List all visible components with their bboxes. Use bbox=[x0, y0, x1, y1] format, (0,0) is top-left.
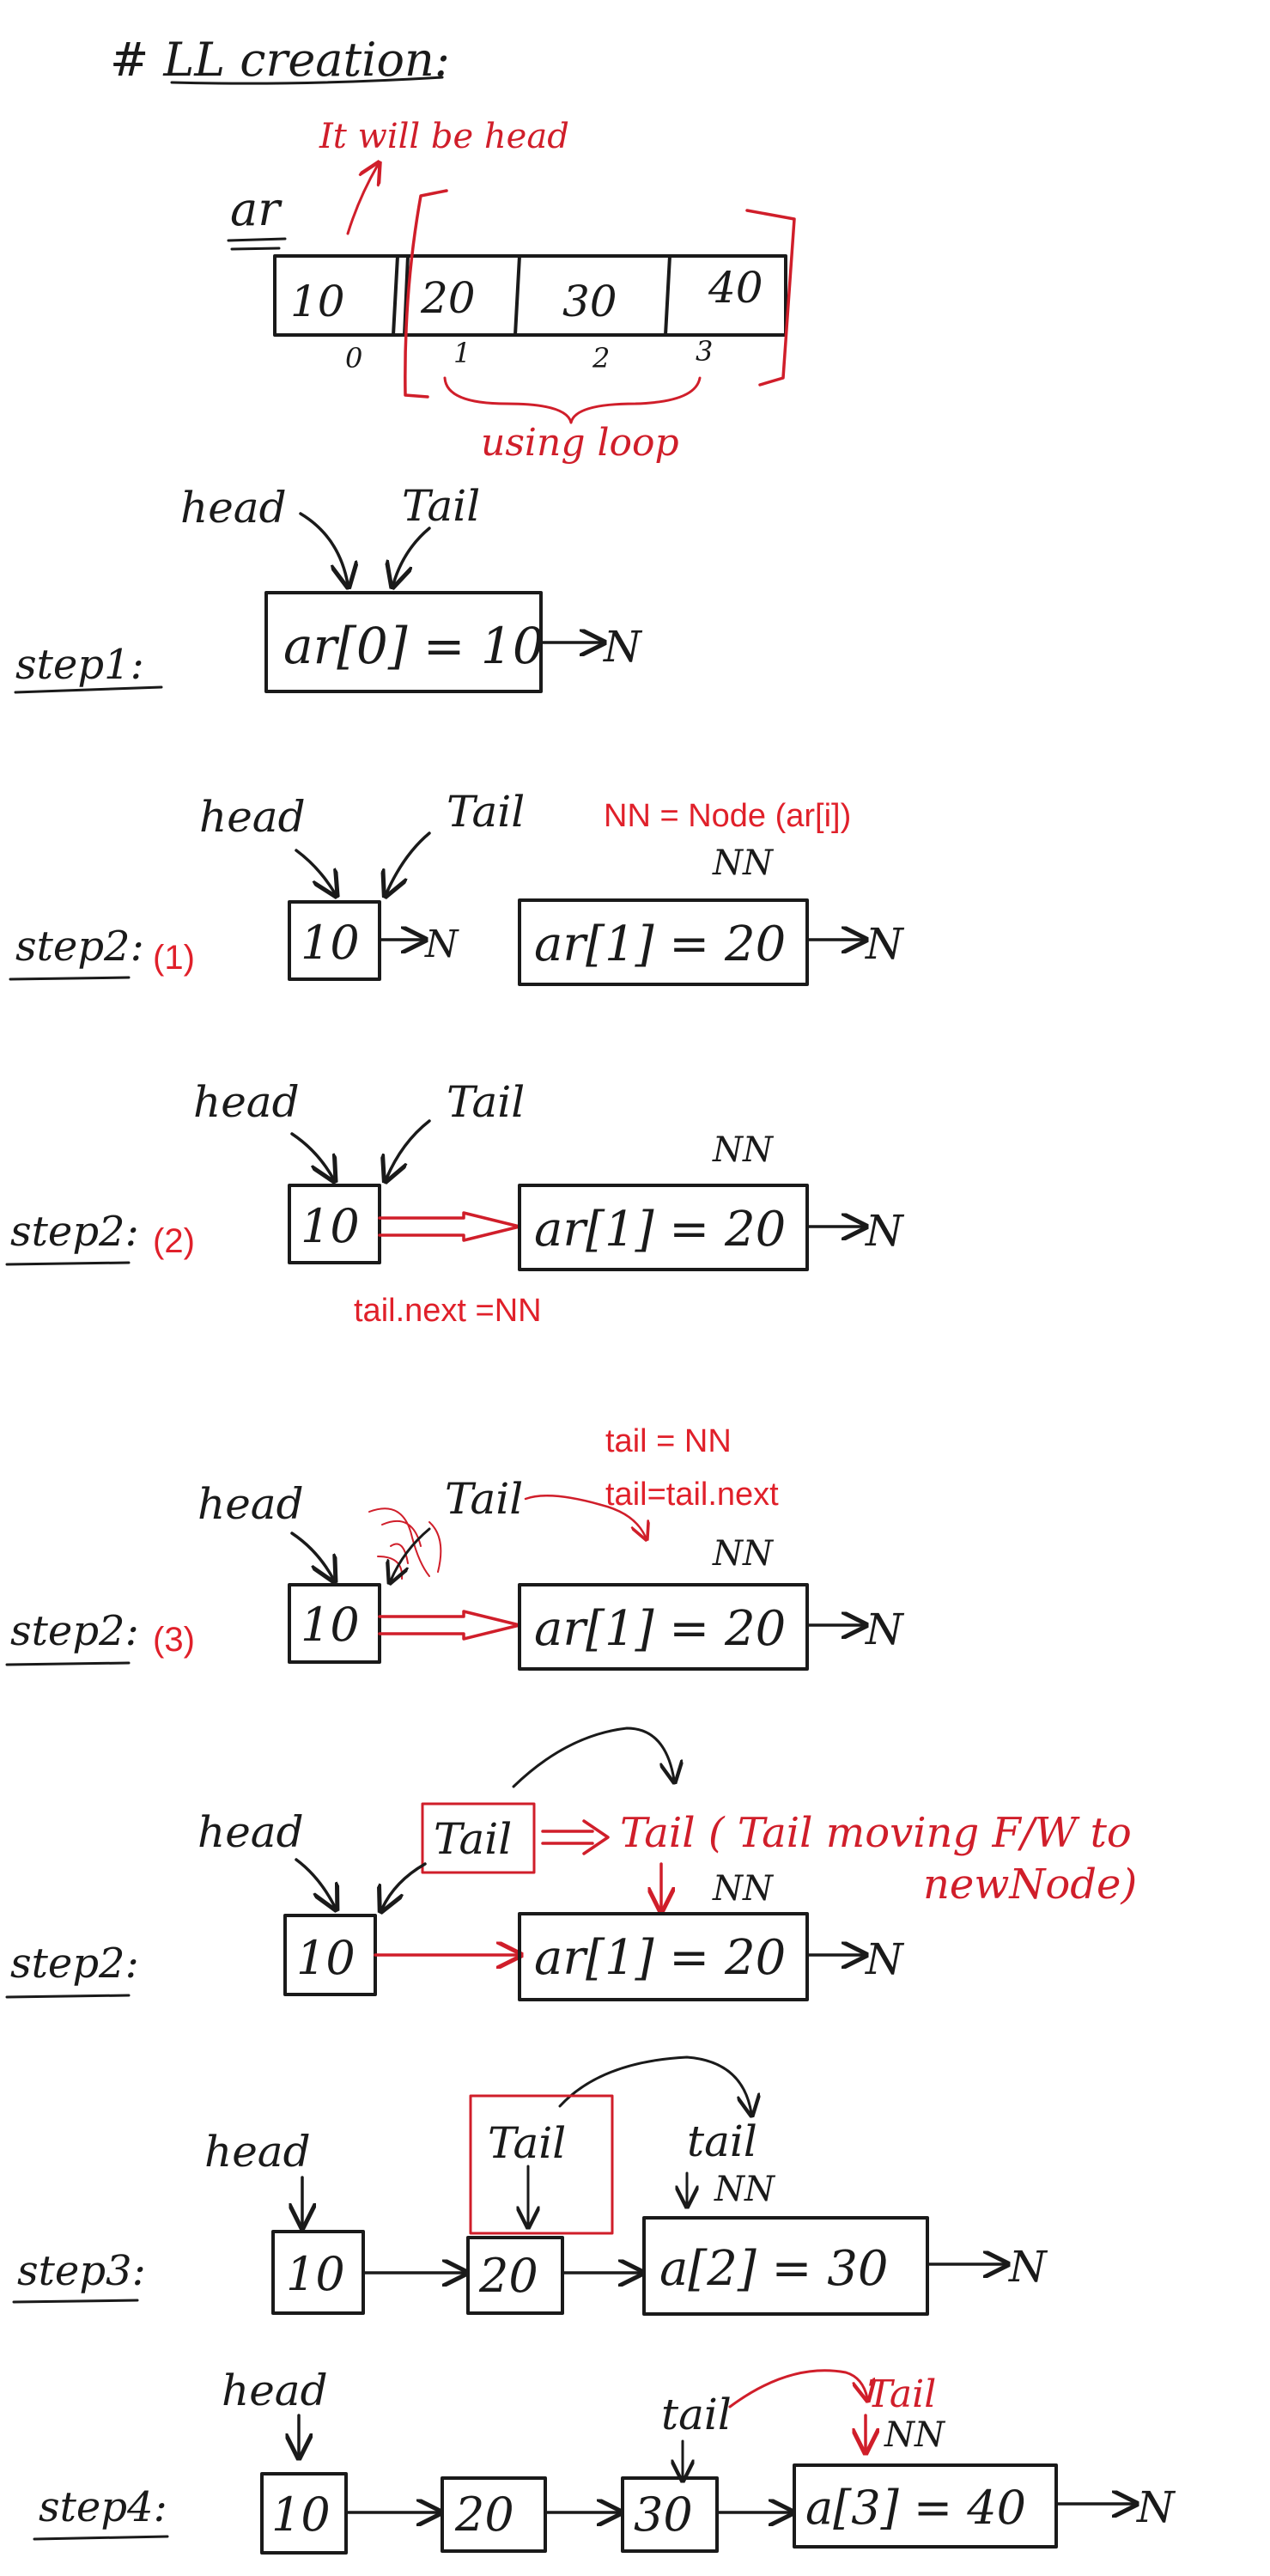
step2a-label: step2: bbox=[15, 923, 144, 971]
loop-note: using loop bbox=[481, 421, 679, 465]
step2d-note-cont: newNode) bbox=[923, 1860, 1138, 1909]
step3-null: N bbox=[1009, 2242, 1047, 2292]
step2b-head-label: head bbox=[193, 1077, 300, 1127]
step3-jump-arc bbox=[560, 2057, 751, 2113]
step2a-head-arrow bbox=[296, 850, 335, 893]
step2c-nn-node-value: ar[1] = 20 bbox=[534, 1601, 787, 1657]
step2a-formula: NN = Node (ar[i]) bbox=[604, 798, 852, 834]
step1-head-arrow bbox=[301, 514, 348, 584]
step2b-caption: tail.next =NN bbox=[354, 1293, 542, 1329]
array-index-1: 1 bbox=[453, 337, 471, 369]
step2b-label: step2: bbox=[10, 1208, 139, 1256]
page-title: # LL creation: bbox=[110, 33, 450, 87]
step3-nn-label: NN bbox=[714, 2170, 775, 2209]
step2b-link-arrow bbox=[380, 1213, 520, 1240]
step2a-sub: (1) bbox=[153, 939, 195, 977]
step4-label-underline bbox=[34, 2536, 167, 2539]
step3-node-1-value: 10 bbox=[286, 2247, 345, 2301]
step2b-nn-label: NN bbox=[713, 1130, 773, 1170]
step2b-tail-arrow bbox=[386, 1121, 429, 1178]
step2b-nn-null: N bbox=[866, 1206, 903, 1256]
step2b-tail-label: Tail bbox=[447, 1077, 526, 1127]
step2d-tail-arrow bbox=[382, 1864, 425, 1909]
step2a-nn-label: NN bbox=[713, 843, 773, 883]
step2c-nn-null: N bbox=[866, 1605, 903, 1654]
step2d-nn-null: N bbox=[866, 1934, 903, 1984]
array-cell-1: 20 bbox=[421, 273, 476, 323]
step4-null: N bbox=[1137, 2482, 1175, 2532]
step4-head-label: head bbox=[222, 2366, 328, 2415]
step4-nn-label: NN bbox=[884, 2415, 945, 2455]
step4-tail-label: tail bbox=[661, 2390, 732, 2439]
step2c-note1: tail = NN bbox=[605, 1423, 732, 1459]
step4-node-1-value: 10 bbox=[271, 2488, 331, 2542]
step2a-nn-node-value: ar[1] = 20 bbox=[534, 917, 787, 972]
step2b-label-underline bbox=[7, 1263, 129, 1264]
step2d-old-tail-label: Tail bbox=[434, 1814, 513, 1864]
step1-node-value: ar[0] = 10 bbox=[283, 617, 544, 675]
step2b-head-arrow bbox=[292, 1134, 333, 1178]
step2d-note: Tail ( Tail moving F/W to bbox=[620, 1809, 1132, 1857]
step2a-head-node-value: 10 bbox=[301, 916, 360, 970]
step2d-label: step2: bbox=[10, 1940, 139, 1988]
step3-tail-label: tail bbox=[687, 2116, 757, 2166]
step2c-head-node-value: 10 bbox=[301, 1598, 360, 1652]
array-index-3: 3 bbox=[696, 335, 714, 368]
step1-tail-label: Tail bbox=[402, 481, 481, 531]
step2d-head-arrow bbox=[296, 1860, 335, 1907]
step2c-nn-label: NN bbox=[713, 1534, 773, 1574]
step2d-nn-node-value: ar[1] = 20 bbox=[534, 1930, 787, 1986]
step2d-head-node-value: 10 bbox=[296, 1931, 355, 1985]
step2a-label-underline bbox=[10, 977, 129, 979]
step2c-tail-arrow bbox=[391, 1529, 429, 1580]
step4-new-tail-label: Tail bbox=[867, 2372, 937, 2416]
step2a-tail-arrow bbox=[386, 833, 429, 893]
step2d-jump-arc bbox=[513, 1728, 674, 1787]
step4-node-4-value: a[3] = 40 bbox=[805, 2481, 1026, 2535]
step2c-tail-scribble bbox=[369, 1508, 441, 1579]
array-divider-2 bbox=[515, 256, 520, 335]
step4-node-2-value: 20 bbox=[455, 2488, 514, 2542]
step1-null: N bbox=[604, 622, 641, 672]
step2c-head-arrow bbox=[292, 1533, 333, 1579]
step3-node-3-value: a[2] = 30 bbox=[659, 2241, 889, 2297]
step2c-head-label: head bbox=[197, 1479, 304, 1529]
step4-jump-arc bbox=[730, 2371, 867, 2407]
array-name: ar bbox=[230, 182, 281, 236]
array-cell-2: 30 bbox=[562, 277, 617, 326]
step2d-nn-label: NN bbox=[713, 1869, 773, 1909]
loop-brace bbox=[445, 378, 700, 423]
step2a-tail-label: Tail bbox=[447, 787, 526, 837]
head-note: It will be head bbox=[319, 117, 569, 156]
step2d-head-label: head bbox=[197, 1807, 304, 1857]
step3-head-label: head bbox=[204, 2127, 311, 2177]
array-name-underline bbox=[228, 239, 285, 249]
step4-node-3-value: 30 bbox=[634, 2488, 693, 2542]
step2c-note2: tail=tail.next bbox=[605, 1477, 779, 1513]
array-index-2: 2 bbox=[592, 342, 611, 375]
step1-head-label: head bbox=[180, 483, 287, 533]
step3-old-tail-label: Tail bbox=[488, 2118, 567, 2168]
step2c-sub: (3) bbox=[153, 1621, 195, 1659]
step2c-link-arrow bbox=[380, 1611, 520, 1639]
step3-label-underline bbox=[14, 2300, 137, 2302]
step2b-sub: (2) bbox=[153, 1222, 195, 1260]
array-cell-0: 10 bbox=[290, 277, 345, 326]
step2c-label-underline bbox=[7, 1663, 129, 1665]
step2c-label: step2: bbox=[10, 1607, 139, 1655]
step3-node-2-value: 20 bbox=[479, 2249, 538, 2303]
head-note-arrow bbox=[348, 165, 378, 234]
step2c-tail-label: Tail bbox=[445, 1474, 524, 1524]
step1-tail-arrow bbox=[393, 528, 429, 584]
step2a-head-label: head bbox=[199, 792, 306, 842]
array-cell-3: 40 bbox=[708, 263, 763, 313]
step2d-label-underline bbox=[7, 1995, 129, 1997]
array-index-0: 0 bbox=[345, 342, 363, 375]
step4-label: step4: bbox=[39, 2483, 167, 2531]
step2a-head-null: N bbox=[425, 923, 459, 966]
step1-label: step1: bbox=[15, 641, 144, 689]
step2b-nn-node-value: ar[1] = 20 bbox=[534, 1202, 787, 1258]
step2b-head-node-value: 10 bbox=[301, 1199, 360, 1253]
step2d-move-arrow bbox=[543, 1821, 608, 1854]
array-divider-3 bbox=[665, 256, 670, 335]
step3-label: step3: bbox=[17, 2247, 146, 2295]
step2a-nn-null: N bbox=[866, 919, 903, 969]
